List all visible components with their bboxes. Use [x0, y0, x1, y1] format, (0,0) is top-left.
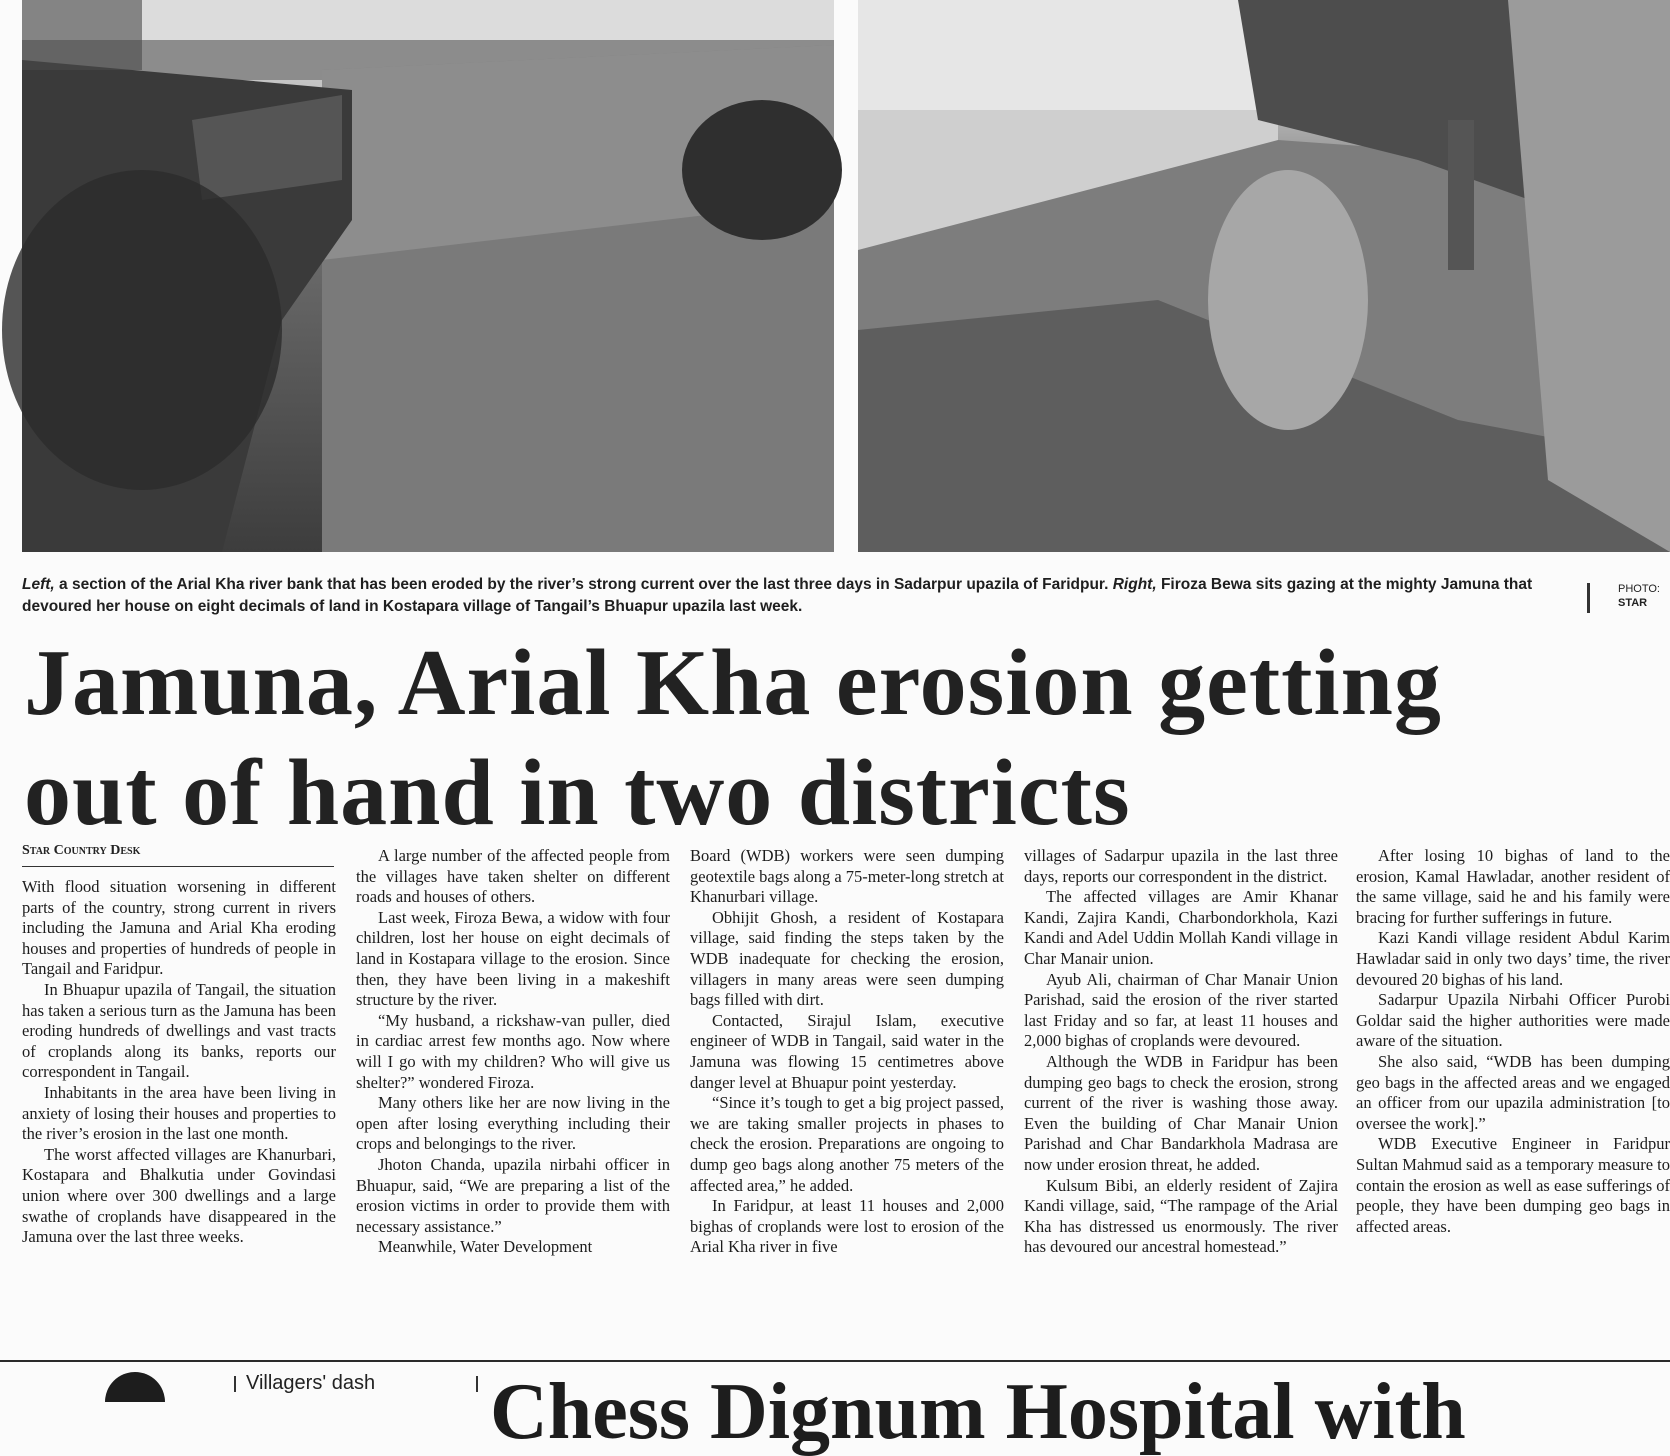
- paragraph: “My husband, a rickshaw-van puller, died in cardiac arrest few months ago. Now where will I go with my children? Who will give us shelter?” wondered Firoza.: [356, 1010, 670, 1092]
- paragraph: Obhijit Ghosh, a resident of Kostapara village, said finding the steps taken by the WDB inadequate for checking the erosion, villagers in many areas were seen dumping bags filled with dirt.: [690, 907, 1004, 1010]
- article-column-1: [22, 877, 336, 1248]
- paragraph: Many others like her are now living in the open after losing everything including their crops and belongings to the river.: [356, 1093, 670, 1154]
- byline-rule: [22, 866, 334, 867]
- caption-left-lead: Left,: [22, 576, 55, 593]
- photo-left-graphic: [22, 0, 834, 552]
- paragraph: Last week, Firoza Bewa, a widow with four children, lost her house on eight decimals of land in Kostapara village to the erosion. Since then, they have been living in a makeshift structure by the river.: [356, 907, 670, 1010]
- paragraph: Board (WDB) workers were seen dumping geotextile bags along a 75-meter-long stretch at Khanurbari village.: [690, 846, 1004, 907]
- paragraph: villages of Sadarpur upazila in the last three days, reports our correspondent in the district.: [1024, 846, 1338, 886]
- section-divider: [0, 1360, 1670, 1362]
- teaser-divider: [476, 1376, 478, 1392]
- headline-line-1: Jamuna, Arial Kha erosion getting: [24, 631, 1442, 735]
- byline: Star Country Desk: [22, 843, 141, 858]
- article-column-3: [690, 846, 1004, 1258]
- paragraph: WDB Executive Engineer in Faridpur Sultan Mahmud said as a temporary measure to contain the erosion as well as ease sufferings of people, they have been dumping geo bags in affected areas.: [1356, 1134, 1670, 1236]
- paragraph: In Bhuapur upazila of Tangail, the situation has taken a serious turn as the Jamuna has been eroding hundreds of dwellings and vast tracts of croplands along its banks, reports our correspondent in Tangail.: [22, 979, 336, 1082]
- paragraph: The affected villages are Amir Khanar Kandi, Zajira Kandi, Charbondorkhola, Kazi Kandi and Adel Uddin Mollah Kandi village in Char Manair union.: [1024, 887, 1338, 968]
- credit-label: PHOTO:: [1618, 583, 1660, 595]
- article-column-2: [356, 846, 670, 1258]
- paragraph: Inhabitants in the area have been living in anxiety of losing their houses and properties to the river’s erosion in the last one month.: [22, 1082, 336, 1144]
- caption-left-text: a section of the Arial Kha river bank that has been eroded by the river’s strong current over the last three days in Sadarpur upazila of Faridpur.: [54, 576, 1113, 593]
- photo-caption: [22, 574, 1562, 618]
- article-column-5: [1356, 846, 1670, 1237]
- photo-woman-by-river: [858, 0, 1670, 552]
- paragraph: Ayub Ali, chairman of Char Manair Union Parishad, said the erosion of the river started last Friday and so far, at least 11 houses and 2,000 bighas of croplands were devoured.: [1024, 969, 1338, 1051]
- caption-right-text: Firoza Bewa sits gazing at the mighty Jamuna that devoured her house on eight decimals of land in Kostapara village of Tangail’s Bhuapur upazila last week.: [22, 576, 1533, 615]
- paragraph: In Faridpur, at least 11 houses and 2,000 bighas of croplands were lost to erosion of the Arial Kha river in five: [690, 1196, 1004, 1257]
- paragraph: Kazi Kandi village resident Abdul Karim Hawladar said in only two days’ time, the river devoured 20 bighas of his land.: [1356, 928, 1670, 989]
- paragraph: She also said, “WDB has been dumping geo bags in the affected areas and we engaged an officer from our upazila administration [to oversee the work].”: [1356, 1051, 1670, 1133]
- caption-right-lead: Right,: [1112, 576, 1157, 593]
- paragraph: After losing 10 bighas of land to the erosion, Kamal Hawladar, another resident of the same village, said he and his family were bracing for further sufferings in future.: [1356, 846, 1670, 927]
- paragraph: The worst affected villages are Khanurbari, Kostapara and Bhalkutia under Govindasi union where over 300 dwellings and a large swathe of croplands have disappeared in the Jamuna over the last three weeks.: [22, 1144, 336, 1247]
- next-story-headline-fragment: Chess Dignum Hospital with: [490, 1368, 1466, 1456]
- headline-line-2: out of hand in two districts: [24, 741, 1131, 845]
- headline: [24, 628, 1664, 848]
- paragraph: Although the WDB in Faridpur has been dumping geo bags to check the erosion, strong current of the river is washing those away. Even the building of Char Manair Union Parishad and Char Bandarkhola Madrasa are now under erosion threat, he added.: [1024, 1051, 1338, 1174]
- paragraph: A large number of the affected people from the villages have taken shelter on different roads and houses of others.: [356, 846, 670, 907]
- paragraph: Meanwhile, Water Development: [378, 1237, 593, 1257]
- paragraph: Kulsum Bibi, an elderly resident of Zajira Kandi village, said, “The rampage of the Arial Kha has distressed us enormously. The river has devoured our ancestral homestead.”: [1024, 1175, 1338, 1257]
- paragraph: Sadarpur Upazila Nirbahi Officer Purobi Goldar said the higher authorities were made aware of the situation.: [1356, 990, 1670, 1051]
- teaser-divider: [234, 1376, 236, 1392]
- credit-org: STAR: [1618, 597, 1648, 609]
- photo-eroded-riverbank: [22, 0, 834, 552]
- paragraph: Jhoton Chanda, upazila nirbahi officer in Bhuapur, said, “We are preparing a list of the erosion victims in order to provide them with necessary assistance.”: [356, 1154, 670, 1236]
- photo-right-graphic: [858, 0, 1670, 552]
- photo-credit: [1618, 582, 1670, 610]
- article-column-4: [1024, 846, 1338, 1258]
- next-story-fragment-left: [105, 1372, 215, 1392]
- next-story-fragment-middle: Villagers' dash: [246, 1372, 376, 1394]
- paragraph: Contacted, Sirajul Islam, executive engineer of WDB in Tangail, said water in the Jamuna was flowing 15 centimetres above danger level at Bhuapur point yesterday.: [690, 1010, 1004, 1092]
- credit-divider: [1587, 583, 1590, 613]
- paragraph: “Since it’s tough to get a big project passed, we are taking smaller projects in phases to check the erosion. Preparations are ongoing to dump geo bags along another 75 meters of the affected area,” he added.: [690, 1093, 1004, 1195]
- paragraph: With flood situation worsening in different parts of the country, strong current in rivers including the Jamuna and Arial Kha eroding houses and properties of hundreds of people in Tangail and Faridpur.: [22, 877, 336, 979]
